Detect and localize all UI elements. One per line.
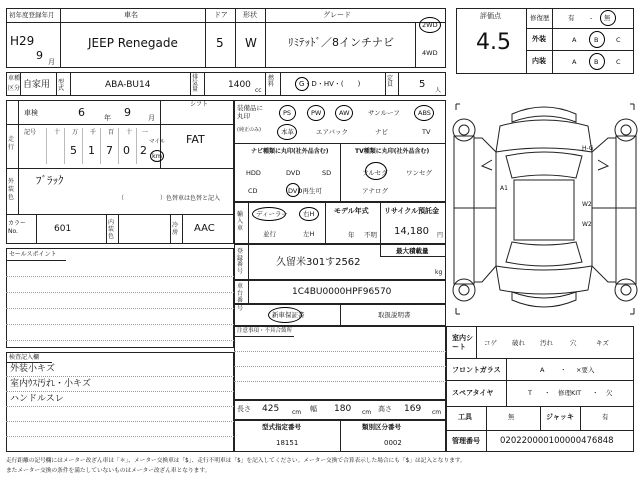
diagram-mark-hg: H-G: [582, 145, 594, 152]
inspect-label: 車検: [24, 109, 38, 117]
door-count: 5: [216, 36, 224, 50]
reg-date-label: 初年度登録年月: [9, 11, 55, 19]
score-value: 4.5: [476, 30, 511, 55]
exterior-c: C: [616, 36, 621, 44]
use-value: 自家用: [23, 80, 51, 90]
max-load-label: 最大積載量: [396, 247, 429, 255]
mileage-label: 走行: [8, 136, 15, 151]
wid-unit: cm: [362, 409, 372, 416]
glass-label: フロントガラス: [452, 366, 501, 374]
cat-no-value: 0002: [384, 439, 402, 447]
drive-2wd: 2WD: [422, 21, 438, 29]
ac-value: AAC: [194, 223, 215, 234]
inspect-year: 6: [78, 106, 85, 119]
reg-row: [6, 72, 446, 96]
diagram-mark-w2-a: W2: [582, 201, 592, 208]
sale-point-label: セールスポイント: [9, 251, 57, 258]
car-name: JEEP Renegade: [88, 36, 178, 50]
mileage-unit-6: 一: [142, 129, 149, 136]
interior-a: A: [572, 58, 577, 66]
recycle-unit: 円: [437, 232, 444, 239]
mileage-digit-2: 1: [88, 144, 95, 157]
color-note: （ ）色替車は色替と記入: [118, 195, 221, 202]
drive-4wd: 4WD: [422, 49, 438, 57]
score-label: 評価点: [480, 12, 501, 20]
warranty-manual: 取扱説明書: [378, 311, 411, 319]
cat-no-label: 類別区分番号: [362, 423, 401, 431]
hei-unit: cm: [432, 409, 442, 416]
plate-value: 久留米301す2562: [276, 257, 361, 268]
inspector-label: 検査記入欄: [9, 354, 40, 361]
interior-b: B: [594, 58, 599, 66]
mileage-digit-4: 0: [123, 144, 130, 157]
equip-abs: ABS: [418, 109, 431, 117]
import-parallel: 並行: [263, 230, 276, 238]
recycle-label: リサイクル預託金: [384, 207, 440, 215]
shape-label: 形状: [243, 11, 257, 19]
equip-airbag: エアバック: [316, 128, 348, 136]
cap-value: 5: [419, 79, 426, 90]
model-value: ABA-BU14: [105, 80, 151, 90]
mileage-digit-1: 5: [70, 144, 77, 157]
type-no-label: 型式指定番号: [262, 423, 301, 431]
car-diagram: [452, 96, 638, 322]
inspect-month-unit: 月: [148, 114, 155, 122]
mileage-unit-1: 十: [54, 129, 61, 136]
grade-label: グレード: [323, 11, 351, 19]
wid-label: 幅: [310, 405, 317, 413]
equip-sub: (純正のみ): [237, 127, 261, 133]
equip-leather: 本革: [281, 128, 294, 136]
navi-cd: CD: [248, 187, 258, 195]
navi-dvd: DVD: [286, 169, 301, 177]
plate-label: 登録番号: [237, 248, 244, 275]
reg-month: 9: [36, 49, 43, 62]
seat-burn: コゲ: [484, 339, 497, 347]
import-dealer: ディーラー: [256, 210, 288, 218]
seat-hole: 穴: [570, 339, 577, 347]
import-label: 輸入車: [237, 211, 244, 233]
footer-line-1: 走行距離の記号欄にはメーター改ざん車は「＊」、メーター交換車は「$」、走行不明車は「$」を記入してください。メーター交換で合算表示した場合にも「$」は記入となります。: [6, 458, 466, 464]
inner-color-label: 内装色: [108, 219, 115, 241]
glass-a: A: [540, 366, 545, 374]
inspector-line-2: 室内ｳｽ汚れ・小キズ: [10, 379, 91, 389]
equip-pw: PW: [311, 109, 322, 117]
navi-sd: SD: [322, 169, 332, 177]
exterior-b: B: [594, 36, 599, 44]
km-label: km: [152, 152, 163, 160]
caution-label: 注意事項・不具合箇所: [237, 328, 293, 334]
model-year-unit: 年: [348, 231, 355, 239]
seat-tear: 破れ: [512, 339, 525, 347]
len-label: 長さ: [237, 405, 251, 413]
mileage-unit-4: 百: [108, 129, 115, 136]
spare-sep-1: ・: [544, 389, 551, 397]
repair-yes: 有: [568, 14, 575, 22]
equip-tv: TV: [422, 128, 431, 136]
tv-fullseg: フルセグ: [362, 169, 388, 177]
navi-hdd: HDD: [246, 169, 261, 177]
spare-kit: 修理KIT: [558, 389, 582, 397]
shift-value: FAT: [186, 133, 205, 146]
jack-label: ジャッキ: [546, 413, 574, 421]
ac-label: 冷房: [172, 222, 179, 237]
equip-sunroof: サンルーフ: [368, 109, 400, 117]
load-unit: kg: [435, 269, 443, 276]
mileage-unit-3: 千: [90, 129, 97, 136]
model-label: 型式: [58, 79, 65, 92]
use-label-2: 区分: [8, 85, 21, 92]
navi-title: ナビ種類に丸印(社外品含む): [251, 148, 329, 155]
len-value: 425: [262, 404, 280, 414]
equip-label: 装備品に丸印: [237, 104, 263, 121]
inspector-line-1: 外装小キズ: [10, 364, 55, 374]
inspect-month: 9: [124, 106, 131, 119]
body-shape: W: [245, 36, 257, 50]
exterior-a: A: [572, 36, 577, 44]
door-label: ドア: [214, 11, 228, 19]
mgmt-value: 020220000100000476848: [500, 436, 614, 446]
hei-value: 169: [404, 404, 422, 414]
glass-sep: ・: [560, 366, 567, 374]
repair-sep: -: [590, 14, 593, 22]
interior-c: C: [616, 58, 621, 66]
frame-value: 1C4BU0000HPF96570: [292, 287, 392, 297]
disp-label: 排気量: [192, 74, 199, 93]
recycle-value: 14,180: [394, 226, 429, 237]
mileage-digit-3: 7: [106, 144, 113, 157]
hei-label: 高さ: [378, 405, 392, 413]
mileage-digit-5: 2: [140, 144, 147, 157]
mileage-unit-2: 万: [72, 129, 79, 136]
tv-oneseg: ワンセグ: [406, 169, 432, 177]
mileage-rec-label: 記号: [24, 129, 37, 136]
inspector-line-3: ハンドルスレ: [10, 394, 64, 404]
jack-value: 有: [602, 413, 609, 421]
spare-label: スペアタイヤ: [452, 389, 494, 397]
model-year-label: モデル年式: [334, 207, 369, 215]
fuel-label: 燃料: [268, 75, 275, 88]
equip-aw: AW: [339, 109, 350, 117]
len-unit: cm: [292, 409, 302, 416]
spare-missing: 欠: [606, 389, 613, 397]
repair-label: 修復歴: [530, 14, 550, 22]
spare-sep-2: ・: [592, 389, 599, 397]
shift-label: シフト: [190, 101, 209, 108]
frame-label: 車台番号: [237, 283, 244, 312]
sale-point-box: [6, 248, 234, 348]
model-year-unknown: 不明: [364, 231, 377, 239]
warranty-new: 新車保証書: [272, 311, 305, 319]
color-code: 601: [54, 224, 72, 234]
mile-label: マイル: [149, 139, 166, 145]
use-label: 車種: [8, 75, 21, 82]
tv-analog: アナログ: [362, 187, 388, 195]
tools-label: 工具: [458, 413, 472, 421]
disp-unit: cc: [255, 87, 262, 94]
seat-scratch: キズ: [596, 339, 609, 347]
inspect-year-unit: 年: [104, 114, 111, 122]
interior-label: 内装: [532, 57, 546, 65]
spare-t: T: [528, 389, 532, 397]
mileage-unit-5: 十: [126, 129, 133, 136]
color-code-label: カラーNo.: [8, 220, 27, 236]
glass-need: ×要入: [576, 366, 595, 374]
equip-navi: ナビ: [375, 128, 388, 136]
type-no-value: 18151: [276, 439, 299, 447]
seat-label: 室内シート: [452, 334, 473, 352]
equip-ps: PS: [283, 109, 292, 117]
color-value: ﾌﾞﾗｯｸ: [36, 174, 64, 187]
cap-label: 定員: [387, 75, 394, 88]
caution-box: [234, 326, 446, 400]
repair-no: 無: [604, 14, 611, 22]
mgmt-label: 管理番号: [452, 437, 480, 445]
seat-stain: 汚れ: [540, 339, 553, 347]
exterior-label: 外装: [532, 35, 546, 43]
tools-value: 無: [508, 413, 515, 421]
import-left: 左H: [303, 230, 315, 238]
navi-dvd-play: DVD再生可: [288, 187, 322, 195]
car-name-label: 車名: [124, 11, 138, 19]
footer-line-2: またメーター交換の条件を満たしていないものはメーター改ざん車となります。: [6, 468, 211, 474]
reg-month-unit: 月: [48, 58, 55, 66]
diagram-mark-a1: A1: [500, 185, 508, 192]
grade-value: ﾘﾐﾃｯﾄﾞ／8インチナビ: [288, 36, 394, 49]
diagram-mark-w2-b: W2: [582, 221, 592, 228]
fuel-value: G・D・HV・( ): [299, 80, 361, 88]
wid-value: 180: [334, 404, 352, 414]
import-right: 右H: [303, 210, 315, 218]
reg-year: H29: [10, 34, 35, 48]
tv-title: TV種類に丸印(社外品含む): [355, 148, 430, 155]
color-label: 外装色: [8, 178, 15, 201]
cap-unit: 人: [435, 87, 442, 94]
disp-value: 1400: [228, 80, 251, 90]
